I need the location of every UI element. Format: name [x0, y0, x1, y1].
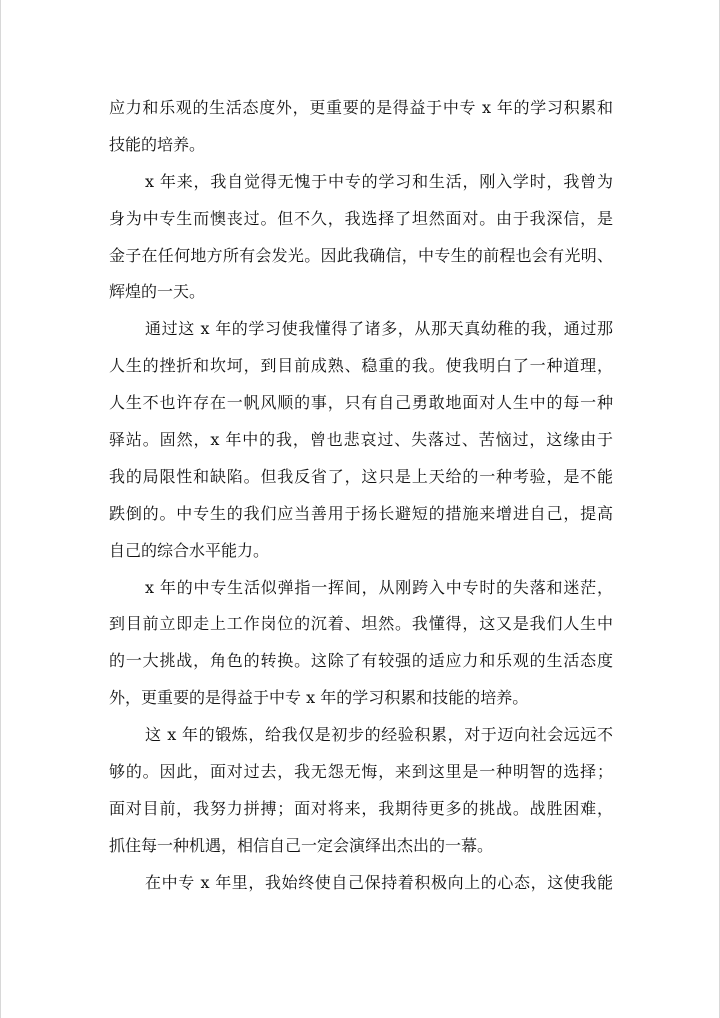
text-line: 驿站。固然，x 年中的我，曾也悲哀过、失落过、苦恼过，这缘由于: [109, 430, 613, 450]
text-line: 我的局限性和缺陷。但我反省了，这只是上天给的一种考验，是不能: [109, 466, 613, 486]
text-line: 到目前立即走上工作岗位的沉着、坦然。我懂得，这又是我们人生中: [109, 614, 613, 634]
text-line: 技能的培养。: [109, 134, 206, 154]
text-line: 这 x 年的锻炼，给我仅是初步的经验积累，对于迈向社会远远不: [145, 725, 613, 745]
text-line: 外，更重要的是得益于中专 x 年的学习积累和技能的培养。: [109, 688, 529, 708]
document-body: [109, 90, 613, 902]
text-line: 自己的综合水平能力。: [109, 540, 270, 560]
text-line: 的一大挑战，角色的转换。这除了有较强的适应力和乐观的生活态度: [109, 651, 613, 671]
text-line: x 年来，我自觉得无愧于中专的学习和生活，刚入学时，我曾为: [145, 171, 613, 191]
text-line: 跌倒的。中专生的我们应当善用于扬长避短的措施来增进自己，提高: [109, 503, 613, 523]
text-line: 面对目前，我努力拼搏；面对将来，我期待更多的挑战。战胜困难，: [109, 798, 613, 818]
text-line: 金子在任何地方所有会发光。因此我确信，中专生的前程也会有光明、: [109, 245, 613, 265]
text-line: 辉煌的一天。: [109, 282, 206, 302]
text-line: 通过这 x 年的学习使我懂得了诸多，从那天真幼稚的我，通过那: [145, 319, 613, 339]
text-line: 抓住每一种机遇，相信自己一定会演绎出杰出的一幕。: [109, 835, 494, 855]
text-line: 应力和乐观的生活态度外，更重要的是得益于中专 x 年的学习积累和: [109, 98, 613, 117]
text-line: 在中专 x 年里，我始终使自己保持着积极向上的心态，这使我能: [145, 872, 613, 892]
text-line: x 年的中专生活似弹指一挥间，从刚跨入中专时的失落和迷茫，: [145, 577, 613, 597]
text-line: 够的。因此，面对过去，我无怨无悔，来到这里是一种明智的选择；: [109, 762, 613, 782]
text-line: 人生的挫折和坎坷，到目前成熟、稳重的我。使我明白了一种道理，: [109, 356, 613, 376]
text-line: 人生不也许存在一帆风顺的事，只有自己勇敢地面对人生中的每一种: [109, 393, 613, 413]
text-line: 身为中专生而懊丧过。但不久，我选择了坦然面对。由于我深信，是: [109, 208, 613, 228]
